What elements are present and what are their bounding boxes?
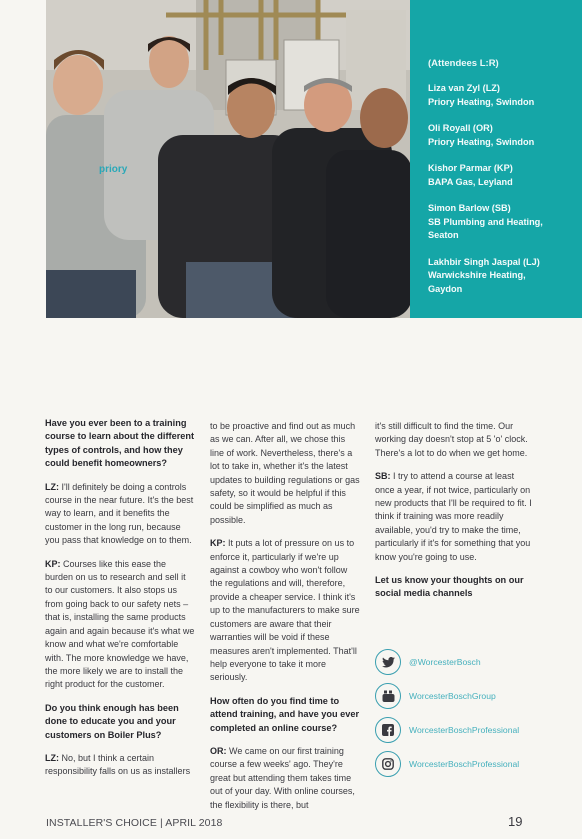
attendee-company: Gaydon bbox=[428, 283, 463, 294]
page-number: 19 bbox=[508, 814, 523, 829]
answer-paragraph: to be proactive and find out as much as we can. After all, we chose this line of work. Nevertheless, there's a lot to take in, whether it's the latest updates to building regulations or gas safety, so it would be helpful if this could be simplified as much as possible. bbox=[210, 421, 360, 525]
answer-text: I try to attend a course at least once a year, if not twice, particularly on new products that I'll be required to fit. I think if training was more readily available, you'd try to make the time, particularly if it's for something that you know you're going to use. bbox=[375, 471, 532, 562]
attendee-company: SB Plumbing and Heating, bbox=[428, 216, 543, 227]
answer-text: It puts a lot of pressure on us to enforce it, particularly if we're up against a cowboy who won't follow the regulations and will, therefore, provide a cheaper service. I think it's up to the manufacturers to make sure customers are aware that their warranties will be void if these measures aren't implemented. That'll help everyone to take it more seriously. bbox=[210, 538, 360, 683]
attendee-company: Priory Heating, Swindon bbox=[428, 136, 535, 147]
attendee-name: Kishor Parmar (KP) bbox=[428, 163, 513, 173]
attendees-heading: (Attendees L:R) bbox=[428, 58, 499, 69]
social-item-twitter[interactable] bbox=[375, 645, 545, 679]
speaker-initials: OR: bbox=[210, 745, 227, 756]
twitter-icon bbox=[375, 649, 401, 675]
attendee-entry bbox=[428, 122, 572, 149]
attendee-company: BAPA Gas, Leyland bbox=[428, 176, 513, 187]
social-item-instagram[interactable] bbox=[375, 747, 545, 781]
attendees-photo bbox=[46, 0, 412, 318]
answer-paragraph bbox=[210, 745, 360, 812]
publication-footer: INSTALLER'S CHOICE | APRIL 2018 bbox=[46, 817, 223, 829]
attendee-name: Oli Royall (OR) bbox=[428, 123, 493, 133]
speaker-initials: LZ: bbox=[45, 752, 59, 763]
attendee-entry bbox=[428, 202, 572, 243]
article-column-2 bbox=[210, 420, 360, 822]
answer-text: Courses like this ease the burden on us to research and sell it to our customers. It also stops us from going back to our safety nets – that is, installing the same products again and again because it's what we know and what we're comfortable with. The more knowledge we have, the more likely we are to install the right product for the customer. bbox=[45, 558, 195, 690]
instagram-icon bbox=[375, 751, 401, 777]
answer-paragraph bbox=[375, 470, 535, 564]
social-item-youtube[interactable] bbox=[375, 679, 545, 713]
social-handle: @WorcesterBosch bbox=[409, 657, 481, 667]
youtube-icon bbox=[375, 683, 401, 709]
attendee-name: Lakhbir Singh Jaspal (LJ) bbox=[428, 256, 540, 267]
attendee-company: Seaton bbox=[428, 230, 459, 240]
question-heading: Do you think enough has been done to educate you and your customers on Boiler Plus? bbox=[45, 702, 179, 740]
attendee-name: Simon Barlow (SB) bbox=[428, 203, 511, 213]
social-list bbox=[375, 645, 545, 781]
attendee-company: Priory Heating, Swindon bbox=[428, 96, 535, 107]
social-handle: WorcesterBoschGroup bbox=[409, 691, 496, 701]
speaker-initials: SB: bbox=[375, 471, 391, 482]
answer-paragraph: it's still difficult to find the time. Our working day doesn't stop at 5 'o' clock. There's a lot to do when we get home. bbox=[375, 421, 528, 458]
article-column-1 bbox=[45, 417, 195, 789]
answer-text: I'll definitely be doing a controls course in the near future. It's the best way to learn, and it benefits the customer in the long run, because you pass that knowledge on to them. bbox=[45, 481, 194, 546]
shirt-logo: priory bbox=[99, 164, 128, 175]
question-heading: Have you ever been to a training course to learn about the different types of controls, and how they could benefit homeowners? bbox=[45, 418, 195, 469]
answer-paragraph bbox=[210, 537, 360, 684]
attendee-company: Warwickshire Heating, bbox=[428, 270, 526, 280]
social-handle: WorcesterBoschProfessional bbox=[409, 725, 520, 735]
article-column-3 bbox=[375, 420, 535, 611]
question-heading: How often do you find time to attend training, and have you ever completed an online course? bbox=[210, 695, 360, 733]
answer-paragraph bbox=[45, 558, 195, 692]
attendee-name: Liza van Zyl (LZ) bbox=[428, 83, 500, 93]
answer-text: We came on our first training course a few weeks' ago. They're great but attending them takes time out of your day. With online courses, the flexibility is there, but bbox=[210, 745, 355, 810]
facebook-icon bbox=[375, 717, 401, 743]
speaker-initials: KP: bbox=[45, 558, 61, 569]
speaker-initials: LZ: bbox=[45, 481, 59, 492]
answer-text: No, but I think a certain responsibility falls on us as installers bbox=[45, 752, 191, 777]
social-cta-heading: Let us know your thoughts on our social media channels bbox=[375, 575, 524, 599]
photo-illustration bbox=[46, 0, 412, 318]
social-item-facebook[interactable] bbox=[375, 713, 545, 747]
attendee-entry bbox=[428, 162, 572, 189]
social-handle: WorcesterBoschProfessional bbox=[409, 759, 520, 769]
attendees-panel bbox=[410, 0, 582, 318]
attendee-entry bbox=[428, 82, 572, 109]
answer-paragraph bbox=[45, 752, 195, 779]
speaker-initials: KP: bbox=[210, 538, 226, 549]
attendee-entry bbox=[428, 256, 572, 297]
answer-paragraph bbox=[45, 481, 195, 548]
